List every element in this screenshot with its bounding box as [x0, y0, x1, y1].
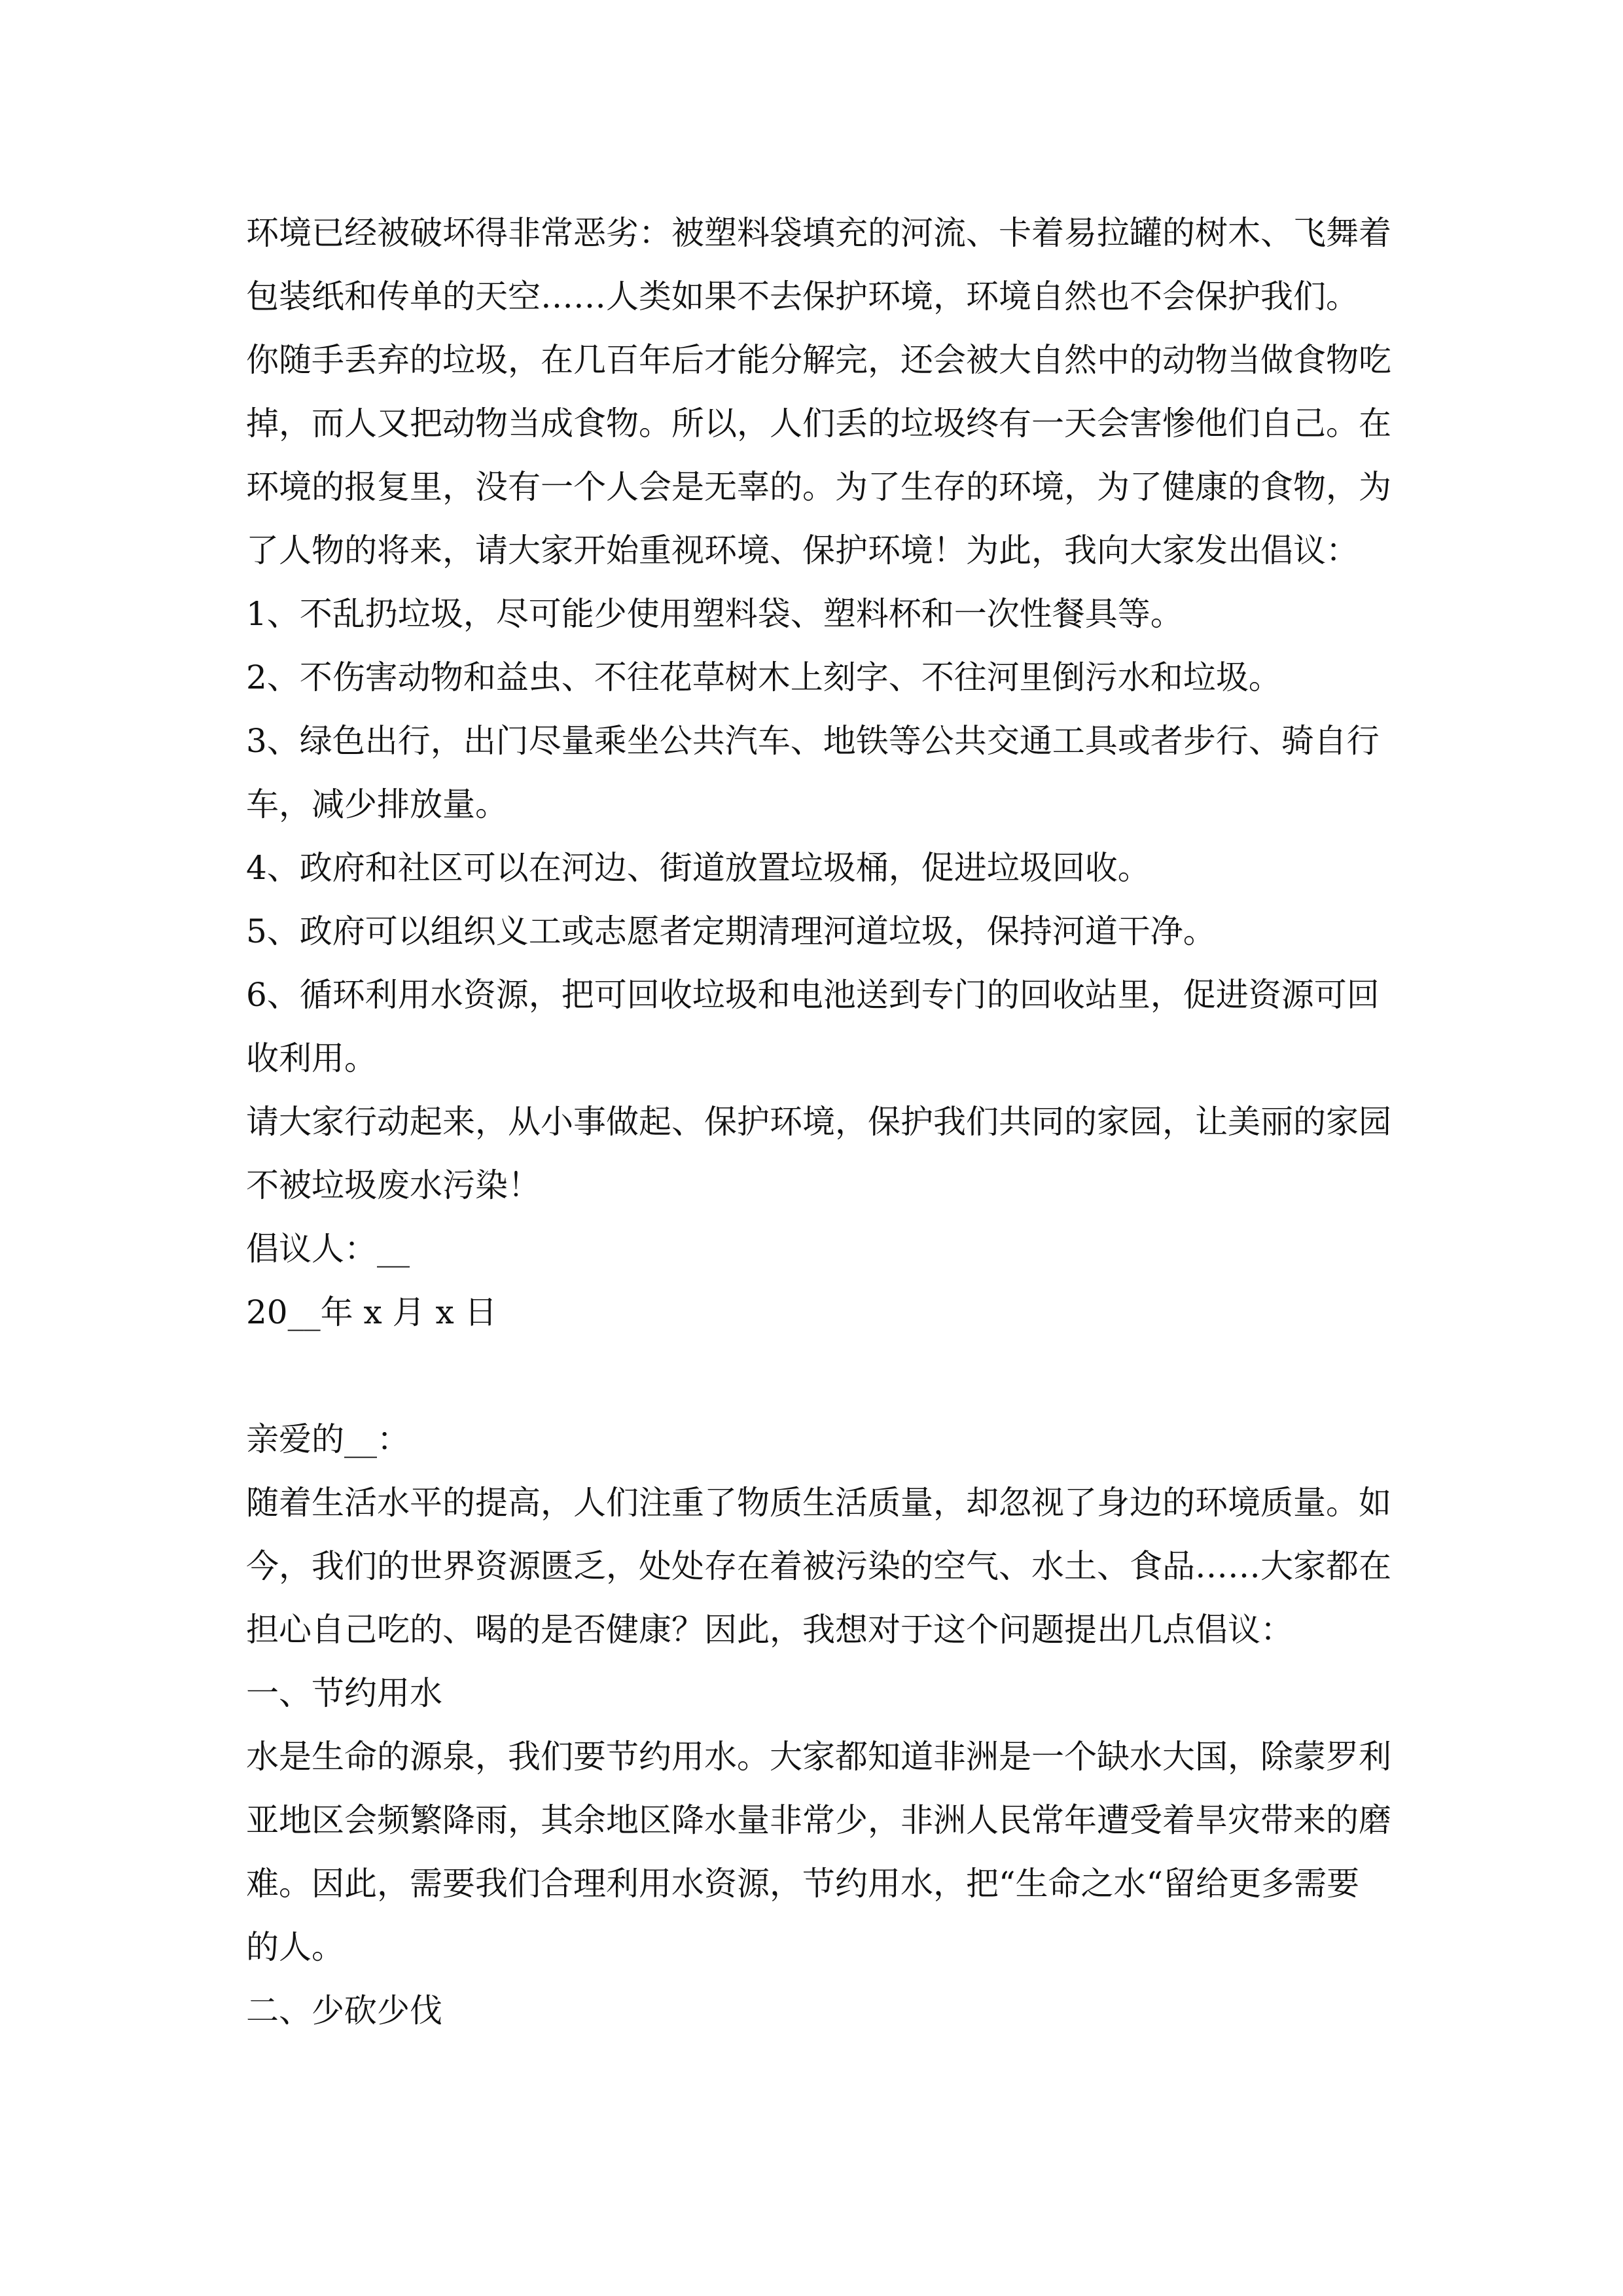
section-heading-1: 一、节约用水 — [246, 1674, 442, 1712]
salutation: 亲爱的__： — [246, 1420, 410, 1458]
list-item-1: 1、不乱扔垃圾，尽可能少使用塑料袋、塑料杯和一次性餐具等。 — [246, 595, 1183, 633]
text-line: 包装纸和传单的天空……人类如果不去保护环境，环境自然也不会保护我们。 — [246, 278, 1359, 315]
text-line: 亚地区会频繁降雨，其余地区降水量非常少，非洲人民常年遭受着旱灾带来的磨 — [246, 1801, 1391, 1839]
text-line: 掉，而人又把动物当成食物。所以，人们丢的垃圾终有一天会害惨他们自己。在 — [246, 404, 1391, 442]
list-item-3-continued: 车，减少排放量。 — [246, 785, 508, 823]
text-line: 了人物的将来，请大家开始重视环境、保护环境！为此，我向大家发出倡议： — [246, 531, 1359, 569]
text-line: 水是生命的源泉，我们要节约用水。大家都知道非洲是一个缺水大国，除蒙罗利 — [246, 1738, 1391, 1776]
section-heading-2: 二、少砍少伐 — [246, 1992, 442, 2030]
text-line: 今，我们的世界资源匮乏，处处存在着被污染的空气、水土、食品……大家都在 — [246, 1547, 1391, 1585]
closing-call: 请大家行动起来，从小事做起、保护环境，保护我们共同的家园，让美丽的家园 — [246, 1103, 1391, 1141]
closing-call-continued: 不被垃圾废水污染！ — [246, 1166, 541, 1204]
text-line: 的人。 — [246, 1928, 344, 1966]
text-line: 随着生活水平的提高，人们注重了物质生活质量，却忽视了身边的环境质量。如 — [246, 1484, 1391, 1522]
text-line: 担心自己吃的、喝的是否健康？因此，我想对于这个问题提出几点倡议： — [246, 1611, 1293, 1649]
text-line: 难。因此，需要我们合理利用水资源，节约用水，把“生命之水“留给更多需要 — [246, 1865, 1360, 1903]
list-item-5: 5、政府可以组织义工或志愿者定期清理河道垃圾，保持河道干净。 — [246, 912, 1216, 950]
date-line: 20__年 x 月 x 日 — [246, 1293, 497, 1331]
signature-line: 倡议人：__ — [246, 1230, 410, 1268]
list-item-3: 3、绿色出行，出门尽量乘坐公共汽车、地铁等公共交通工具或者步行、骑自行 — [246, 722, 1380, 760]
list-item-6: 6、循环利用水资源，把可回收垃圾和电池送到专门的回收站里，促进资源可回 — [246, 976, 1380, 1014]
document-body — [246, 202, 1391, 2043]
list-item-4: 4、政府和社区可以在河边、街道放置垃圾桶，促进垃圾回收。 — [246, 849, 1150, 887]
list-item-2: 2、不伤害动物和益虫、不往花草树木上刻字、不往河里倒污水和垃圾。 — [246, 658, 1281, 696]
text-line: 环境的报复里，没有一个人会是无辜的。为了生存的环境，为了健康的食物，为 — [246, 468, 1391, 506]
text-line: 你随手丢弃的垃圾，在几百年后才能分解完，还会被大自然中的动物当做食物吃 — [246, 341, 1391, 379]
list-item-6-continued: 收利用。 — [246, 1039, 377, 1077]
text-line: 环境已经被破坏得非常恶劣：被塑料袋填充的河流、卡着易拉罐的树木、飞舞着 — [246, 214, 1391, 252]
section-gap — [246, 1344, 1385, 1408]
